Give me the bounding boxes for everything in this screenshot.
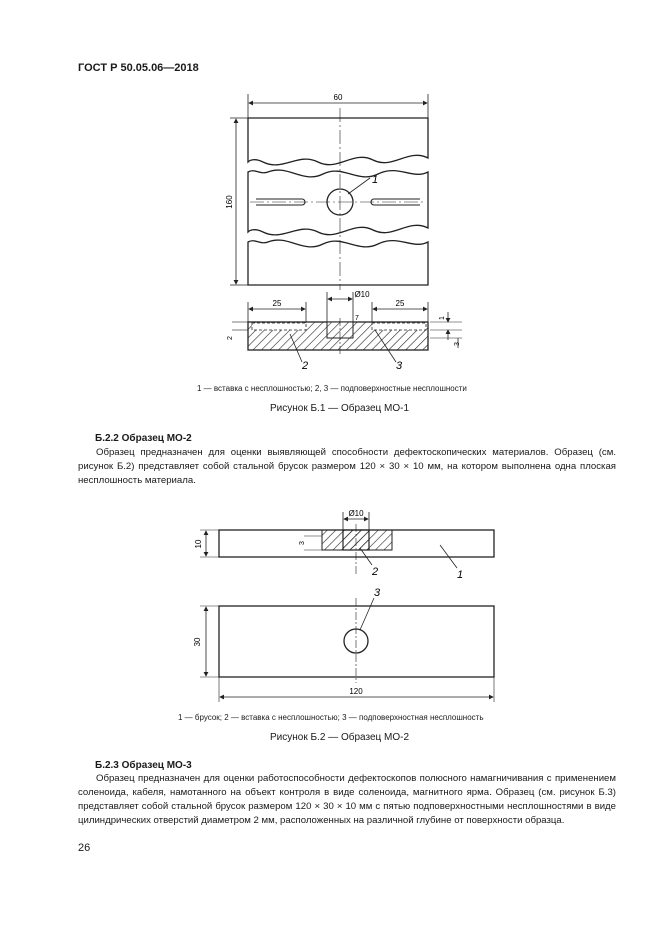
dim-3: 3 [299, 541, 306, 545]
figure-b2-title: Рисунок Б.2 — Образец МО-2 [270, 732, 410, 743]
dim-30: 30 [193, 637, 202, 647]
dim-1: 1 [439, 316, 446, 320]
figure-b1-drawing [200, 85, 480, 380]
plate-bottom-part [248, 240, 428, 285]
dim-7: 7 [355, 315, 359, 322]
callout-3: 3 [396, 360, 403, 372]
figure-b2-legend: 1 — брусок; 2 — вставка с несплошностью; 3 — подповерхностная несплошность [178, 713, 484, 722]
dim-diameter-label: Ø10 [354, 290, 370, 299]
dim-2-left: 2 [227, 336, 234, 340]
dim-width-label: 60 [333, 93, 343, 102]
dim-right-25: 25 [395, 299, 405, 308]
standard-header: ГОСТ Р 50.05.06—2018 [78, 62, 199, 74]
dim-10: 10 [194, 539, 203, 549]
page-number: 26 [78, 842, 91, 854]
figure-b2-drawing [185, 500, 505, 710]
dim-diameter-label: Ø10 [348, 509, 364, 518]
plate-top-part [248, 118, 428, 165]
dim-3-right: 3 [454, 342, 461, 346]
callout-3: 3 [374, 587, 381, 599]
figure-b1-legend: 1 — вставка с несплошностью; 2, 3 — подповерхностные несплошности [197, 384, 467, 393]
bar-top-view [219, 606, 494, 677]
slot-section-left [252, 323, 306, 330]
callout-1: 1 [457, 569, 464, 581]
section-b23-title: Б.2.3 Образец МО-3 [95, 760, 192, 771]
callout-1: 1 [372, 174, 379, 186]
section-b22-text: Образец предназначен для оценки выявляющей способности дефектоскопических материалов. Образец (см. рисунок Б.2) представляет собой стальной брусок размером 120 × 30 × 10 мм, на котором выполнена одна плоская несплошность материала. [78, 447, 616, 486]
dim-height-label: 160 [225, 195, 234, 209]
plate-middle-part [248, 170, 428, 235]
dim-left-25: 25 [272, 299, 282, 308]
callout-2: 2 [372, 566, 379, 578]
section-b22-title: Б.2.2 Образец МО-2 [95, 433, 192, 444]
section-b23-text: Образец предназначен для оценки работоспособности дефектоскопов полюсного намагничивания с применением соленоида, кабеля, намотанного на объект контроля в виде соленоида, магнитного ярма. Образец (см. рисунок Б.3) представляет собой стальной брусок размером 120 × 30 × 10 мм с пятью подповерхностными несплошностями в виде цилиндрических отверстий диаметром 2 мм, расположенных на различной глубине от поверхности образца. [78, 773, 616, 826]
callout-2: 2 [302, 360, 309, 372]
slot-section-right [372, 323, 426, 330]
figure-b1-title: Рисунок Б.1 — Образец МО-1 [270, 403, 410, 414]
dim-120: 120 [349, 687, 363, 696]
